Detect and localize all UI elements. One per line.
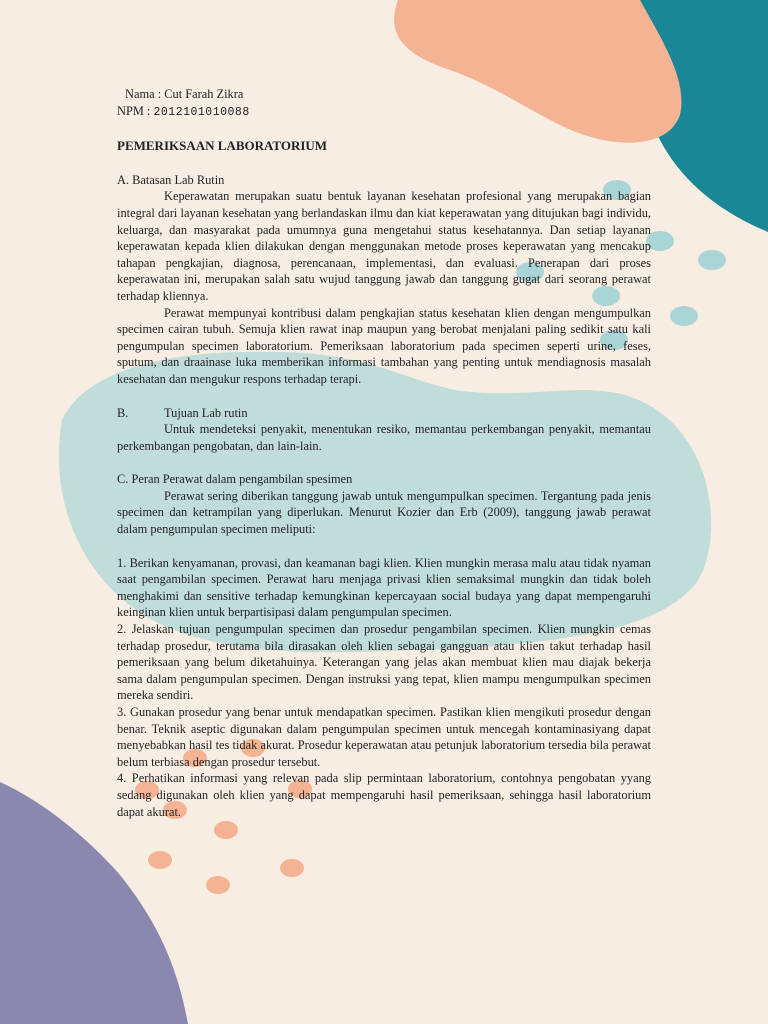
dot <box>206 876 230 894</box>
document-title: PEMERIKSAAN LABORATORIUM <box>117 138 328 154</box>
dot <box>148 851 172 869</box>
list-item: 2. Jelaskan tujuan pengumpulan specimen dan prosedur pengambilan specimen. Klien mungkin cemas terhadap prosedur, terutama bila dirasakan oleh klien sebagai gangguan atau klien takut terhadap hasil pemeriksaan yang belum diketahuinya. Keterangan yang jelas akan membuat klien mau diajak bekerja sama dalam pengumpulan specimen. Dengan instruksi yang tepat, klien mampu mengumpulkan specimen mereka sendiri. <box>117 622 651 703</box>
section-c-heading: C. Peran Perawat dalam pengambilan spesimen <box>117 472 353 487</box>
list-item: 1. Berikan kenyamanan, provasi, dan keamanan bagi klien. Klien mungkin merasa malu atau tidak nyaman saat pengambilan specimen. Perawat haru menjaga privasi klien semaksimal mungkin dan tidak boleh menghakimi dan sensitive terhadap kemungkinan kepercayaan social budaya yang dapat mempengaruhi keinginan klien untuk berpartisipasi dalam pengumpulan specimen. <box>117 555 651 620</box>
section-a-paragraph-1: Keperawatan merupakan suatu bentuk layanan kesehatan profesional yang merupakan bagian integral dari layanan kesehatan yang berlandaskan ilmu dan kiat keperawatan yang ditujukan bagi individu, keluarga, dan masyarakat pada umumnya guna mengetahui status kesehatannya. Dan setiap layanan keperawatan kepada klien dilakukan dengan menggunakan metode proses keperawatan yang mencakup tahapan pengkajian, diagnosa, perencanaan, implementasi, dan evaluasi. Penerapan dari proses keperawatan ini, merupakan salah satu wujud tanggung jawab dan tanggung gugat dari seorang perawat terhadap kliennya. <box>117 189 651 303</box>
student-name-line: Nama : Cut Farah Zikra <box>125 87 244 101</box>
list-item: 3. Gunakan prosedur yang benar untuk mendapatkan specimen. Pastikan klien mengikuti prosedur dengan benar. Teknik aseptic digunakan dalam pengumpulan specimen untuk mencegah kontaminasiyang dapat menyebabkan hasil tes tidak akurat. Prosedur keperawatan atau petunjuk laboratorium tersedia bila perawat belum terbiasa dengan prosedur tersebut. <box>117 705 651 769</box>
section-b-paragraph: Untuk mendeteksi penyakit, menentukan resiko, memantau perkembangan penyakit, memantau perkembangan pengobatan, dan lain-lain. <box>117 422 651 453</box>
section-b-heading: B. Tujuan Lab rutin <box>117 405 248 420</box>
dot <box>280 859 304 877</box>
list-item: 4. Perhatikan informasi yang relevan pada slip permintaan laboratorium, contohnya pengobatan yyang sedang digunakan oleh klien yang dapat mempengaruhi hasil pemeriksaan, sehingga hasil laboratorium dapat akurat. <box>117 771 651 819</box>
section-a-paragraph-2: Perawat mempunyai kontribusi dalam pengkajian status kesehatan klien dengan mengumpulkan specimen cairan tubuh. Semuja klien rawat inap maupun yang berobat menjalani paling sedikit satu kali pengumpulan specimen laboratorium. Pemeriksaan laboratorium pada specimen seperti urine, feses, sputum, dan draainase luka memberikan informasi tambahan yang penting untuk mendiagnosis masalah kesehatan dan mengukur respons terhadap terapi. <box>117 305 651 386</box>
dot <box>670 306 698 326</box>
section-a-heading: A. Batasan Lab Rutin <box>117 172 225 187</box>
student-npm-line: NPM : 2012101010088 <box>117 103 250 119</box>
document-body <box>117 86 651 820</box>
section-c-intro: Perawat sering diberikan tanggung jawab untuk mengumpulkan specimen. Tergantung pada jenis specimen dan ketrampilan yang diperlukan. Menurut Kozier dan Erb (2009), tanggung jawab perawat dalam pengumpulan specimen meliputi: <box>117 488 651 537</box>
dot <box>214 821 238 839</box>
dot <box>698 250 726 270</box>
